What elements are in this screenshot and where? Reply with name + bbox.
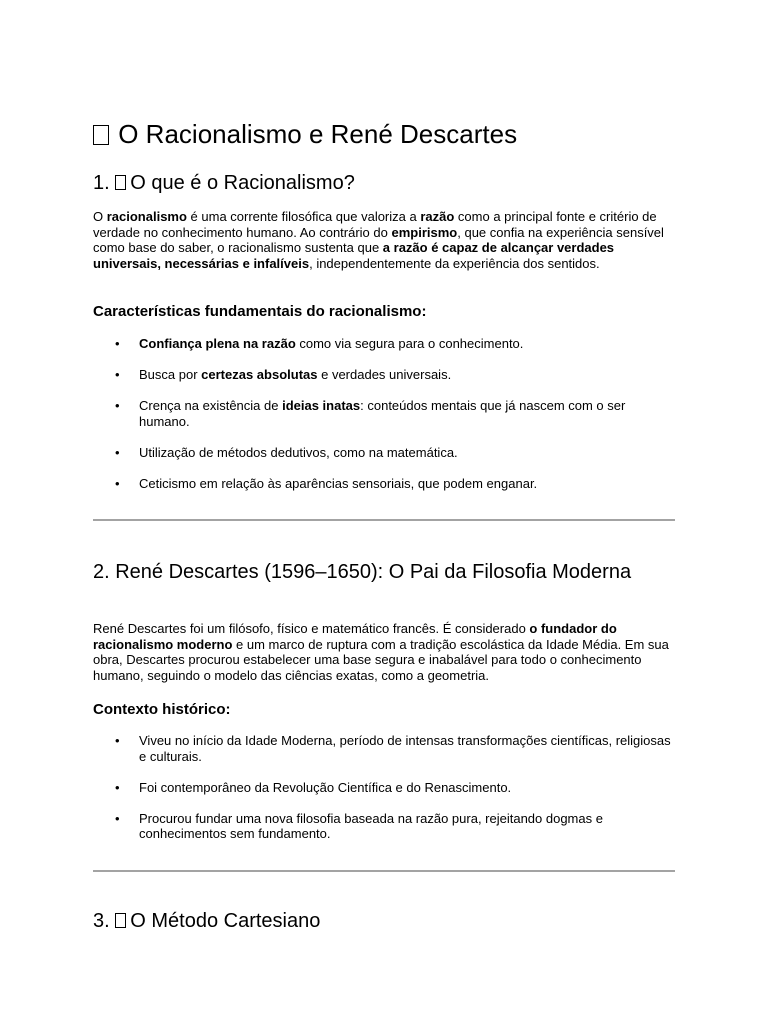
list-item: • Crença na existência de ideias inatas: conteúdos mentais que já nascem com o ser humano. [93,398,676,429]
section-divider [93,519,675,521]
section-3-number: 3. [93,910,110,932]
list-item: • Foi contemporâneo da Revolução Científica e do Renascimento. [93,780,676,796]
section-3-heading [93,909,320,933]
section-1-heading-text: O que é o Racionalismo? [130,172,355,194]
section-2-paragraph: René Descartes foi um filósofo, físico e matemático francês. É considerado o fundador do racionalismo moderno e um marco de ruptura com a tradição escolástica da Idade Média. Em sua obra, Descartes procurou estabelecer uma base segura e inabalável para todo o conhecimento humano, seguindo o modelo das ciências exatas, como a geometria. [93,621,669,683]
missing-glyph-box-icon [115,175,126,190]
list-item: • Busca por certezas absolutas e verdades universais. [93,367,676,383]
document-title-text: O Racionalismo e René Descartes [118,119,518,149]
emphasis-razao-capaz: a razão é capaz de alcançar verdades universais, necessárias e infalíveis [93,240,615,271]
list-item: • Confiança plena na razão como via segura para o conhecimento. [93,336,676,352]
section-1-paragraph: O racionalismo é uma corrente filosófica que valoriza a razão como a principal fonte e critério de verdade no conhecimento humano. Ao contrário do empirismo, que confia na experiência sensível como base do saber, o racionalismo sustenta que a razão é capaz de alcançar verdades universais, necessárias e infalíveis, independentemente da experiência dos sentidos. [93,209,664,271]
section-1-bullet-list [93,336,676,507]
section-2-bullet-list [93,733,676,857]
section-2-heading: 2. René Descartes (1596–1650): O Pai da Filosofia Moderna [93,561,632,583]
missing-glyph-box-icon [93,125,109,145]
list-item: • Procurou fundar uma nova filosofia baseada na razão pura, rejeitando dogmas e conhecimentos sem fundamento. [93,811,676,842]
section-divider [93,870,675,872]
section-1-heading [93,171,355,195]
section-1-subheading: Características fundamentais do racionalismo: [93,303,427,320]
section-3-heading-text: O Método Cartesiano [130,910,321,932]
section-2-subheading: Contexto histórico: [93,701,231,718]
term-razao: razão [420,209,455,224]
document-title [93,117,517,151]
list-item: • Utilização de métodos dedutivos, como na matemática. [93,445,676,461]
section-1-number: 1. [93,172,110,194]
term-empirismo: empirismo [391,224,458,240]
missing-glyph-box-icon [115,913,126,928]
term-fundador-racionalismo: o fundador do racionalismo moderno [93,621,617,652]
list-item: • Ceticismo em relação às aparências sensoriais, que podem enganar. [93,476,676,492]
list-item: • Viveu no início da Idade Moderna, período de intensas transformações científicas, religiosas e culturais. [93,733,676,764]
term-racionalismo: racionalismo [106,209,187,224]
